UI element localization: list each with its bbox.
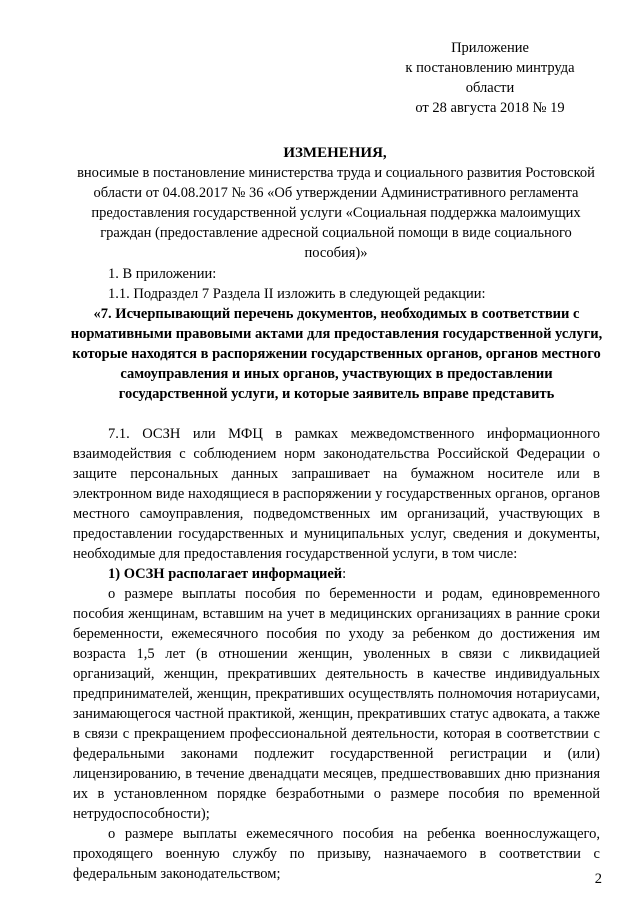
annex-line: от 28 августа 2018 № 19	[415, 100, 565, 116]
paragraph-1: 1. В приложении:	[108, 266, 217, 282]
annex-line: области	[465, 80, 515, 96]
paragraph-military: о размере выплаты ежемесячного пособия на ребенка военнослужащего, проходящего военную службу по призыву, назначаемого в соответствии с федеральным законодательством;	[73, 826, 600, 882]
annex-line: к постановлению минтруда	[405, 60, 575, 76]
paragraph-maternity: о размере выплаты пособия по беременности и родам, единовременного пособия женщинам, вставшим на учет в медицинских организациях в ранние сроки беременности, ежемесячного пособия по уходу за ребенком до достижения им возраста 1,5 лет (в отношении женщин, уволенных в связи с ликвидацией организаций, женщин, прекративших деятельность в качестве индивидуальных предпринимателей, женщин, прекративших осуществлять полномочия нотариусами, занимающегося частной практикой, женщин, прекративших статус адвоката, а также в связи с прекращением профессиональной деятельности, которая в соответствии с федеральными законами подлежит государственной регистрации и (или) лицензированию, в течение двенадцати месяцев, предшествовавших дню признания их в установленном порядке безработными о размере пособия по временной нетрудоспособности);	[73, 586, 600, 822]
document-body	[70, 264, 603, 884]
subheading-ozn-text: 1) ОСЗН располагает информацией	[108, 566, 343, 582]
subheading-ozn	[73, 564, 600, 584]
section-heading: «7. Исчерпывающий перечень документов, необходимых в соответствии с нормативными правовыми актами для предоставления государственной услуги, которые находятся в распоряжении государственных органов, органов местного самоуправления и иных органов, участвующих в предоставлении государственной услуги, и которые заявитель вправе представить	[70, 306, 603, 402]
annex-header	[390, 38, 590, 118]
document-subtitle: вносимые в постановление министерства труда и социального развития Ростовской области от 04.08.2017 № 36 «Об утверждении Административного регламента предоставления государственной услуги «Социальная поддержка малоимущих граждан (предоставление адресной социальной помощи в виде социального пособия)»	[77, 165, 595, 261]
paragraph-7-1: 7.1. ОСЗН или МФЦ в рамках межведомственного информационного взаимодействия с соблюдением норм законодательства Российской Федерации о защите персональных данных запрашивает на бумажном носителе или в электронном виде находящиеся в распоряжении у государственных органов, органов местного самоуправления, подведомственных им организаций, участвующих в предоставлении государственных и муниципальных услуг, сведения и документы, необходимые для предоставления государственной услуги, в том числе:	[73, 426, 600, 562]
spacer	[73, 404, 600, 424]
page-number: 2	[594, 871, 602, 887]
document-title: ИЗМЕНЕНИЯ,	[283, 145, 387, 161]
annex-line: Приложение	[451, 40, 529, 56]
subheading-ozn-tail: :	[342, 566, 347, 582]
paragraph-1-1: 1.1. Подраздел 7 Раздела II изложить в следующей редакции:	[108, 286, 486, 302]
